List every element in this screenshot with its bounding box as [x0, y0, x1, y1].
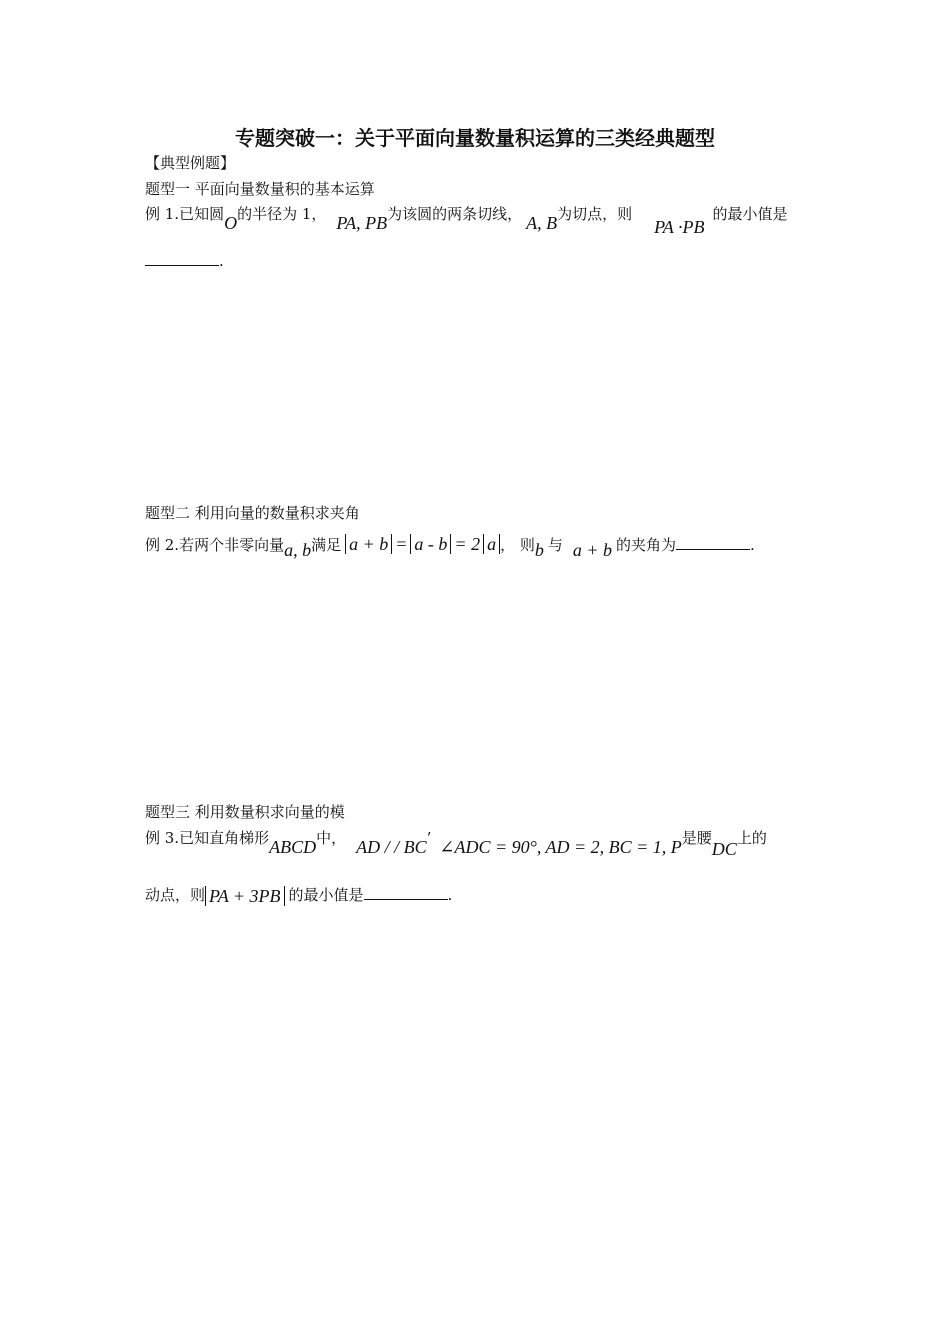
example3-text: 中， [316, 829, 347, 847]
example3-label: 例 3.已知直角梯形 [145, 829, 270, 847]
example3-text: 上的 [736, 829, 767, 847]
example2-text: 与 [547, 536, 563, 554]
math-a-b: a, b [284, 540, 312, 560]
page-title: 专题突破一：关于平面向量数量积运算的三类经典题型 [235, 126, 715, 150]
example1-label: 例 1.已知圆 [145, 205, 225, 223]
math-abs-a: a [483, 534, 500, 554]
example2-text: ， 则 [500, 536, 535, 554]
example3-text: ’ [426, 829, 432, 847]
type1-heading: 题型一 平面向量数量积的基本运算 [145, 180, 375, 198]
example3-text: 是腰 [681, 829, 712, 847]
math-equals: = [395, 534, 408, 554]
example3-text: 的最小值是 [288, 886, 364, 904]
example2-line [145, 534, 755, 560]
example1-text: 的最小值是 [712, 205, 788, 223]
type2-heading: 题型二 利用向量的数量积求夹角 [145, 504, 360, 522]
example1-answer-line [145, 252, 224, 270]
math-PA-PB: PA, PB [336, 213, 388, 233]
answer-blank[interactable] [676, 537, 750, 550]
math-angle-conditions: ∠ADC = 90°, AD = 2, BC = 1, P [439, 837, 682, 857]
example2-text: 的夹角为 [616, 536, 677, 554]
example3-text: 动点，则 [145, 886, 206, 904]
example2-text: 满足 [311, 536, 342, 554]
math-a-plus-b: a + b [572, 540, 613, 560]
type3-heading: 题型三 利用数量积求向量的模 [145, 803, 345, 821]
math-abs-a-plus-b: a + b [345, 534, 392, 554]
math-O: O [224, 213, 238, 233]
example2-label: 例 2.若两个非零向量 [145, 536, 285, 554]
answer-blank[interactable] [364, 887, 448, 900]
math-AD-parallel-BC: AD / / BC [356, 837, 427, 857]
example3-end: . [447, 886, 453, 904]
math-equals-2: = 2 [454, 534, 481, 554]
section-header: 【典型例题】 [145, 154, 236, 172]
answer-blank[interactable] [145, 253, 219, 266]
math-A-B: A, B [526, 213, 558, 233]
example1-end: . [219, 252, 224, 270]
math-abs-a-minus-b: a - b [410, 534, 451, 554]
example3-line [145, 827, 767, 859]
example1-text: 为切点，则 [557, 205, 633, 223]
math-abs-PA-plus-3PB: PA + 3PB [205, 886, 284, 906]
math-b: b [534, 540, 544, 560]
math-DC: DC [711, 839, 737, 859]
example1-text: 的半径为 1， [237, 205, 327, 223]
math-PA-dot-PB: PA ·PB [654, 217, 705, 237]
example3-line-2 [145, 884, 452, 905]
math-ABCD: ABCD [269, 837, 317, 857]
example2-end: . [750, 536, 755, 554]
example1-line [145, 203, 788, 237]
example1-text: 为该圆的两条切线， [387, 205, 523, 223]
